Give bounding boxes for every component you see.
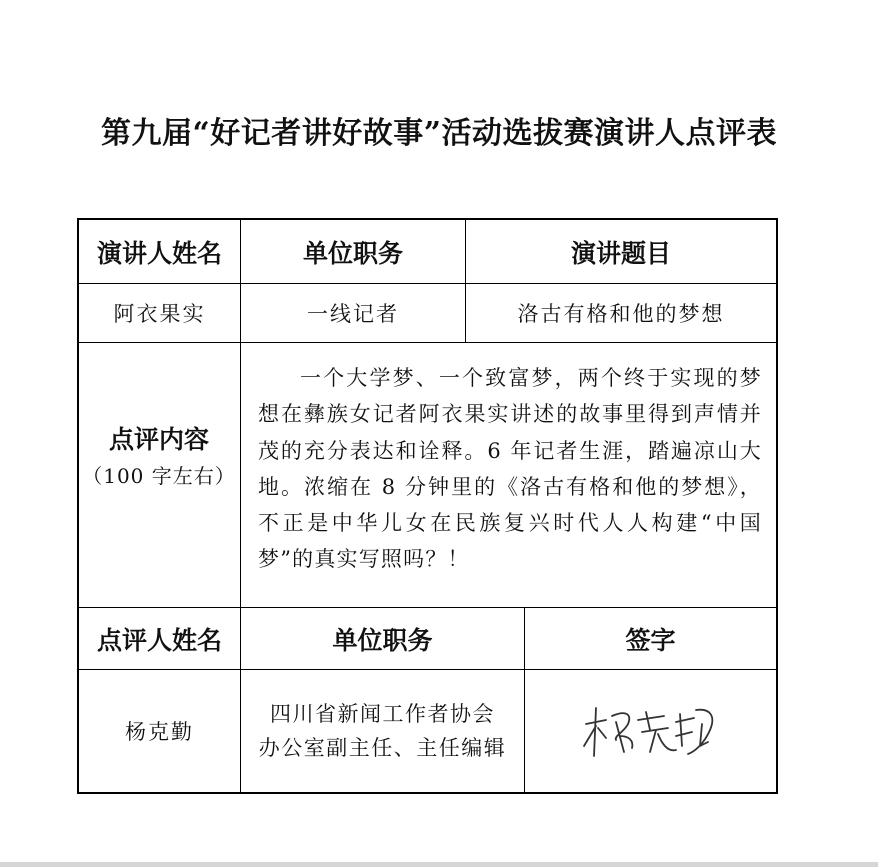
signature-cell	[525, 670, 776, 792]
speaker-position: 一线记者	[307, 302, 399, 326]
header-reviewer-name: 点评人姓名	[96, 625, 222, 655]
speech-topic: 洛古有格和他的梦想	[517, 302, 725, 326]
header-signature: 签字	[625, 625, 676, 655]
reviewer-position-line1: 四川省新闻工作者协会	[270, 702, 495, 726]
page-bottom-edge	[0, 862, 878, 867]
header-speaker-name: 演讲人姓名	[96, 238, 222, 268]
header-position: 单位职务	[302, 238, 403, 268]
comment-label: 点评内容	[108, 425, 209, 454]
comment-label-cell	[78, 420, 240, 489]
reviewer-position	[241, 670, 524, 792]
speaker-name: 阿衣果实	[113, 302, 206, 326]
reviewer-position-line2: 办公室副主任、主任编辑	[258, 736, 507, 760]
comment-text: 一个大学梦、一个致富梦，两个终于实现的梦想在彝族女记者阿衣果实讲述的故事里得到声情并茂的充分表达和诠释。6 年记者生涯，踏遍凉山大地。浓缩在 8 分钟里的《洛古有格和他的梦想》，不正是中华儿女在民族复兴时代人人构建“中国梦”的真实写照吗？！	[258, 366, 762, 572]
header-reviewer-position: 单位职务	[332, 625, 433, 655]
page-title: 第九届“好记者讲好故事”活动选拔赛演讲人点评表	[100, 116, 777, 151]
header-speech-topic: 演讲题目	[570, 238, 671, 268]
comment-label-note: （100 字左右）	[82, 464, 236, 488]
reviewer-name: 杨克勤	[125, 720, 194, 744]
signature-image	[576, 696, 726, 766]
